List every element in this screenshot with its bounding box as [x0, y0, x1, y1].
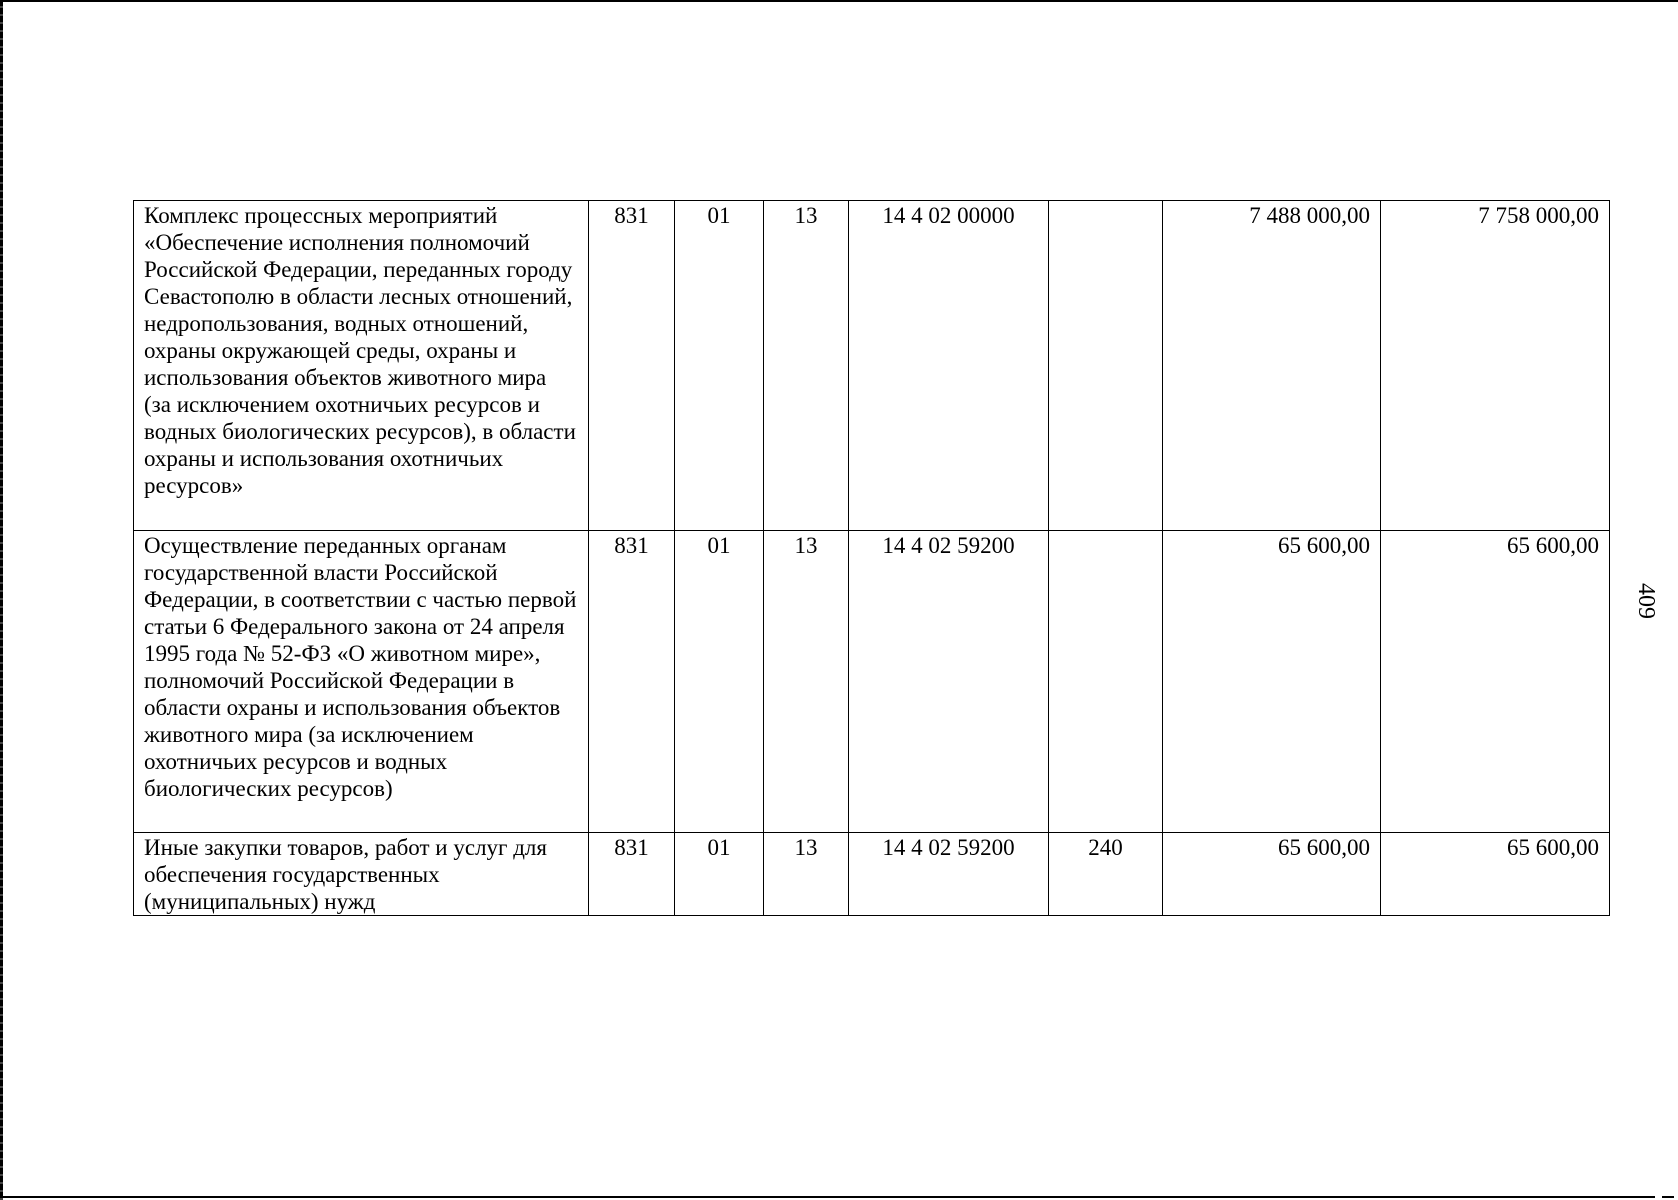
- target-article-cell: 14 4 02 59200: [849, 531, 1049, 833]
- subsection-cell: 13: [764, 531, 849, 833]
- amount-year2-cell: 65 600,00: [1381, 531, 1610, 833]
- table-row: [134, 531, 1610, 833]
- table-row: [134, 201, 1610, 531]
- amount-year1-cell: 65 600,00: [1163, 833, 1381, 916]
- expense-type-cell: 240: [1049, 833, 1163, 916]
- scan-border-bottom: [0, 1196, 1655, 1198]
- table-row: [134, 833, 1610, 916]
- target-article-cell: 14 4 02 00000: [849, 201, 1049, 531]
- page-number: 409: [1633, 583, 1659, 619]
- grbs-cell: 831: [589, 201, 675, 531]
- amount-year2-cell: 7 758 000,00: [1381, 201, 1610, 531]
- amount-year1-cell: 65 600,00: [1163, 531, 1381, 833]
- scan-mark-bottom: [1662, 1196, 1674, 1198]
- section-cell: 01: [675, 531, 764, 833]
- budget-table: [133, 200, 1610, 916]
- amount-year2-cell: 65 600,00: [1381, 833, 1610, 916]
- row-name-cell: Иные закупки товаров, работ и услуг для обеспечения государственных (муниципальных) нужд: [134, 833, 589, 916]
- row-name-cell: Комплекс процессных мероприятий «Обеспечение исполнения полномочий Российской Федерации, переданных городу Севастополю в области лесных отношений, недропользования, водных отношений, охраны окружающей среды, охраны и использования объектов животного мира (за исключением охотничьих ресурсов и водных биологических ресурсов), в области охраны и использования охотничьих ресурсов»: [134, 201, 589, 531]
- subsection-cell: 13: [764, 833, 849, 916]
- expense-type-cell: [1049, 201, 1163, 531]
- amount-year1-cell: 7 488 000,00: [1163, 201, 1381, 531]
- target-article-cell: 14 4 02 59200: [849, 833, 1049, 916]
- section-cell: 01: [675, 201, 764, 531]
- scan-border-left: [0, 0, 3, 1200]
- subsection-cell: 13: [764, 201, 849, 531]
- grbs-cell: 831: [589, 531, 675, 833]
- section-cell: 01: [675, 833, 764, 916]
- expense-type-cell: [1049, 531, 1163, 833]
- grbs-cell: 831: [589, 833, 675, 916]
- row-name-cell: Осуществление переданных органам государственной власти Российской Федерации, в соответствии с частью первой статьи 6 Федерального закона от 24 апреля 1995 года № 52-ФЗ «О животном мире», полномочий Российской Федерации в области охраны и использования объектов животного мира (за исключением охотничьих ресурсов и водных биологических ресурсов): [134, 531, 589, 833]
- scan-border-top: [0, 0, 1678, 2]
